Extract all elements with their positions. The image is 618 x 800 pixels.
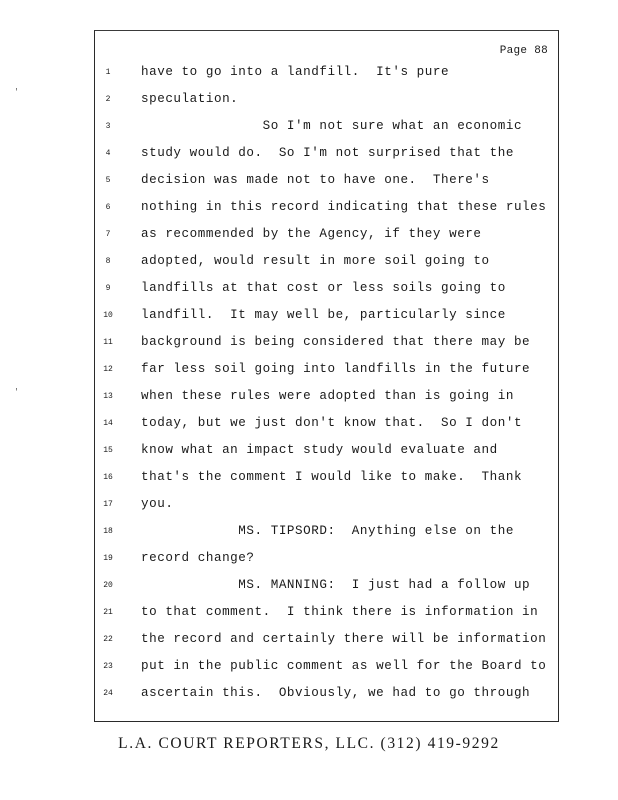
transcript-line <box>95 65 560 85</box>
transcript-line <box>95 281 560 301</box>
transcript-line <box>95 335 560 355</box>
margin-mark-top: ' <box>14 88 19 97</box>
transcript-line <box>95 443 560 463</box>
line-number: 5 <box>105 176 111 185</box>
line-text: when these rules were adopted than is going in <box>141 389 514 403</box>
line-number: 15 <box>103 446 113 455</box>
transcript-line <box>95 173 560 193</box>
line-number: 24 <box>103 689 113 698</box>
transcript-line <box>95 524 560 544</box>
line-text: nothing in this record indicating that these rules <box>141 200 547 214</box>
line-number: 10 <box>103 311 113 320</box>
line-text: speculation. <box>141 92 239 106</box>
transcript-line <box>95 416 560 436</box>
line-text: as recommended by the Agency, if they were <box>141 227 482 241</box>
line-number: 16 <box>103 473 113 482</box>
line-number: 8 <box>105 257 111 266</box>
court-reporter-footer: L.A. COURT REPORTERS, LLC. (312) 419-9292 <box>118 735 500 752</box>
line-text: MS. TIPSORD: Anything else on the <box>141 524 514 538</box>
line-text: have to go into a landfill. It's pure <box>141 65 450 79</box>
line-text: to that comment. I think there is information in <box>141 605 539 619</box>
line-number: 9 <box>105 284 111 293</box>
line-number: 19 <box>103 554 113 563</box>
line-text: far less soil going into landfills in the future <box>141 362 531 376</box>
line-text: landfill. It may well be, particularly since <box>141 308 506 322</box>
transcript-line <box>95 227 560 247</box>
line-number: 22 <box>103 635 113 644</box>
line-text: ascertain this. Obviously, we had to go through <box>141 686 531 700</box>
line-text: that's the comment I would like to make. Thank <box>141 470 523 484</box>
transcript-line <box>95 200 560 220</box>
line-text: the record and certainly there will be information <box>141 632 547 646</box>
line-number: 18 <box>103 527 113 536</box>
transcript-line <box>95 254 560 274</box>
line-number: 11 <box>103 338 113 347</box>
line-number: 12 <box>103 365 113 374</box>
line-text: put in the public comment as well for the Board to <box>141 659 547 673</box>
transcript-line <box>95 686 560 706</box>
line-number: 7 <box>105 230 111 239</box>
transcript-line <box>95 659 560 679</box>
transcript-line <box>95 308 560 328</box>
line-number: 21 <box>103 608 113 617</box>
line-text: you. <box>141 497 174 511</box>
transcript-line <box>95 146 560 166</box>
line-number: 14 <box>103 419 113 428</box>
line-text: record change? <box>141 551 255 565</box>
transcript-line <box>95 551 560 571</box>
line-text: today, but we just don't know that. So I don't <box>141 416 523 430</box>
line-number: 2 <box>105 95 111 104</box>
line-text: background is being considered that there may be <box>141 335 531 349</box>
transcript-line <box>95 92 560 112</box>
line-text: MS. MANNING: I just had a follow up <box>141 578 531 592</box>
transcript-line <box>95 470 560 490</box>
transcript-line <box>95 389 560 409</box>
line-text: decision was made not to have one. There's <box>141 173 490 187</box>
line-text: adopted, would result in more soil going to <box>141 254 490 268</box>
line-number: 1 <box>105 68 111 77</box>
transcript-line <box>95 497 560 517</box>
transcript-line <box>95 119 560 139</box>
line-text: So I'm not sure what an economic <box>141 119 523 133</box>
line-number: 6 <box>105 203 111 212</box>
line-text: study would do. So I'm not surprised that the <box>141 146 514 160</box>
line-number: 3 <box>105 122 111 131</box>
transcript-line <box>95 362 560 382</box>
transcript-page <box>94 30 559 722</box>
line-text: landfills at that cost or less soils going to <box>141 281 506 295</box>
transcript-line <box>95 605 560 625</box>
line-number: 23 <box>103 662 113 671</box>
line-text: know what an impact study would evaluate and <box>141 443 498 457</box>
line-number: 17 <box>103 500 113 509</box>
line-number: 20 <box>103 581 113 590</box>
transcript-line <box>95 632 560 652</box>
line-number: 4 <box>105 149 111 158</box>
transcript-line <box>95 578 560 598</box>
page-number: Page 88 <box>499 45 548 57</box>
line-number: 13 <box>103 392 113 401</box>
margin-mark-middle: ' <box>14 388 19 397</box>
